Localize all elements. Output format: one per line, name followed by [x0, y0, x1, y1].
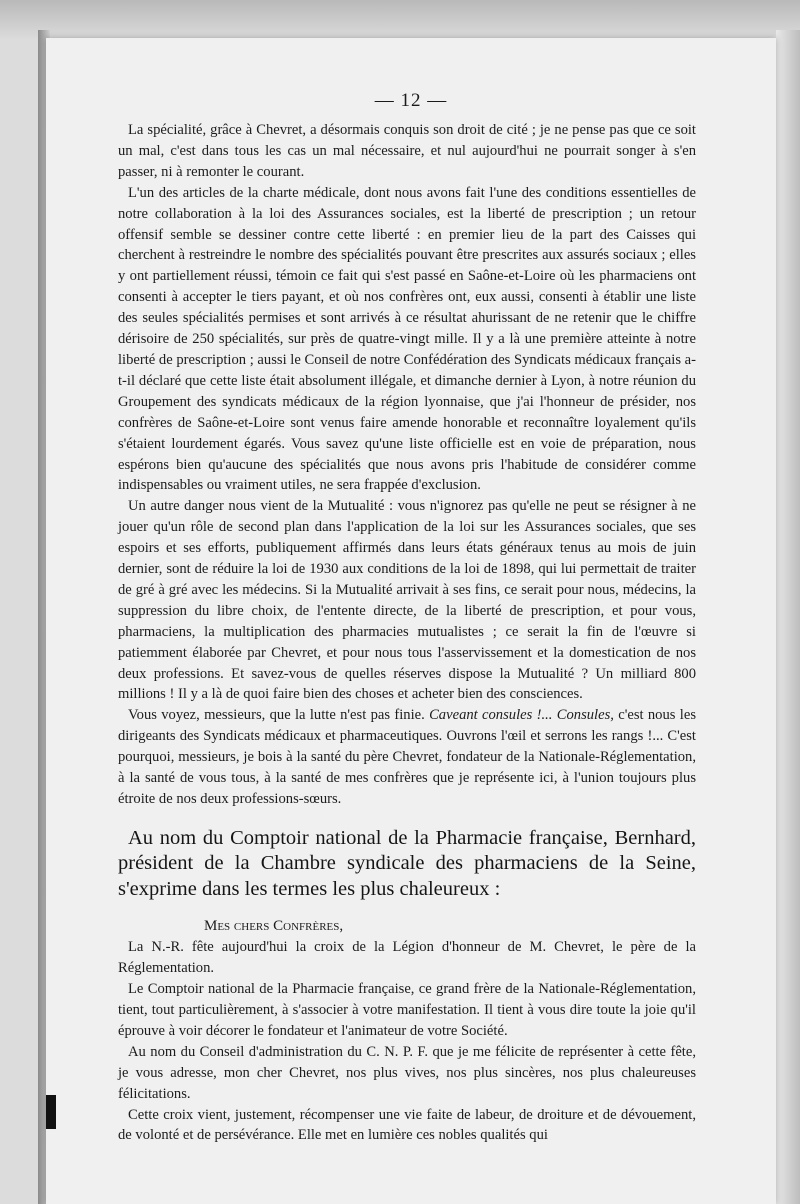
adjacent-page-edge: [776, 30, 800, 1204]
speech-paragraph-croix: Cette croix vient, justement, récompenser une vie faite de labeur, de droiture et de dévouement, de volonté et de persévérance. Elle met en lumière ces nobles qualités qui: [118, 1106, 696, 1144]
closing-text-end: c'est nous les dirigeants des Syndicats médicaux et pharmaceutiques. Ouvrons l'œil et serrons les rangs !... C'est pourquoi, messieurs, je bois à la santé du père Chevret, fondateur de la Nationale-Réglementation, à la santé de vous tous, à la santé de mes confrères que je représente ici, à l'union toujours plus étroite de nos deux professions-sœurs.: [118, 707, 696, 807]
latin-quote: Caveant consules !... Consules,: [429, 707, 614, 724]
speech-paragraph-conseil: Au nom du Conseil d'administration du C. N. P. F. que je me félicite de représenter à cette fête, je vous adresse, mon cher Chevret, nos plus vives, nos plus sincères, nos plus chaleureuses félicitations.: [118, 1043, 696, 1102]
section-heading: Au nom du Comptoir national de la Pharmacie française, Bernhard, président de la Chambre syndicale des pharmaciens de la Seine, s'exprime dans les termes les plus chaleureux :: [118, 826, 696, 900]
speech-paragraph-nr: La N.-R. fête aujourd'hui la croix de la Légion d'honneur de M. Chevret, le père de la Réglementation.: [118, 939, 696, 977]
speech-paragraph-comptoir: Le Comptoir national de la Pharmacie française, ce grand frère de la Nationale-Réglementation, tient, tout particulièrement, à s'associer à votre manifestation. Il tient à vous dire toute la joie qu'il éprouve à voir décorer le fondateur et l'animateur de votre Société.: [118, 981, 696, 1039]
scan-registration-mark: [46, 1095, 56, 1129]
scan-top-shadow: [0, 0, 800, 40]
paragraph-charte-medicale: L'un des articles de la charte médicale, dont nous avons fait l'une des conditions essentielles de notre collaboration à la loi des Assurances sociales, est la liberté de prescription ; un retour offensif semble se dessiner contre cette liberté : en premier lieu de la part des Caisses qui cherchent à restreindre le nombre des spécialités pouvant être prescrites aux assurés sociaux ; elles y ont partiellement réussi, témoin ce fait qui s'est passé en Saône-et-Loire où les pharmaciens ont consenti à accepter le tiers payant, et où nos confrères ont, eux aussi, consenti à établir une liste des seules spécialités permises et sont arrivés à ce résultat ahurissant de ne retenir que le chiffre dérisoire de 250 spécialités, sur près de quatre-vingt mille. Il y a là une première atteinte à notre liberté de prescription ; aussi le Conseil de notre Confédération des Syndicats médicaux français a-t-il déclaré que cette liste était absolument illégale, et dimanche dernier à Lyon, à notre réunion du Groupement des syndicats médicaux de la région lyonnaise, que j'ai l'honneur de présider, nos confrères de Saône-et-Loire sont venus faire amende honorable et reconnaître loyalement qu'ils s'étaient lourdement égarés. Vous savez qu'une liste officielle est en voie de préparation, nous espérons bien qu'aucune des spécialités que nous avons pris l'habitude de considérer comme indispensables ou vraiment utiles, ne sera frappée d'exclusion.: [118, 184, 696, 494]
page-text-block: [118, 120, 696, 1146]
paragraph-mutualite: Un autre danger nous vient de la Mutualité : vous n'ignorez pas qu'elle ne peut se résigner à ne jouer qu'un rôle de second plan dans l'application de la loi sur les Assurances sociales, que ses espoirs et ses efforts, publiquement affirmés dans leurs états généraux tenus au mois de juin dernier, sont de réduire la loi de 1930 aux conditions de la loi de 1898, qui lui permettait de traiter de gré à gré avec les médecins. Si la Mutualité arrivait à ses fins, ce serait pour nous, médecins, la suppression du libre choix, de l'entente directe, de la liberté de prescription, et pour vous, pharmaciens, la multiplication des pharmacies mutualistes ; ce serait la fin de l'œuvre si patiemment élaborée par Chevret, et pour nous tous l'asservissement et la domestication de nos deux professions. Et savez-vous de quelles réserves dispose la Mutualité ? Un milliard 800 millions ! Il y a là de quoi faire bien des choses et acheter bien des consciences.: [118, 498, 696, 703]
page-number: — 12 —: [374, 90, 448, 111]
closing-text-start: Vous voyez, messieurs, que la lutte n'est pas finie.: [128, 707, 430, 724]
document-page: [46, 38, 776, 1204]
paragraph-specialite: La spécialité, grâce à Chevret, a désormais conquis son droit de cité ; je ne pense pas que ce soit un mal, c'est dans tous les cas un mal nécessaire, et nul aujourd'hui ne pourrait songer à s'en passer, ni à remonter le courant.: [118, 122, 696, 180]
salutation: Mes chers Confrères,: [204, 918, 344, 935]
paragraph-closing-toast: [118, 705, 696, 810]
